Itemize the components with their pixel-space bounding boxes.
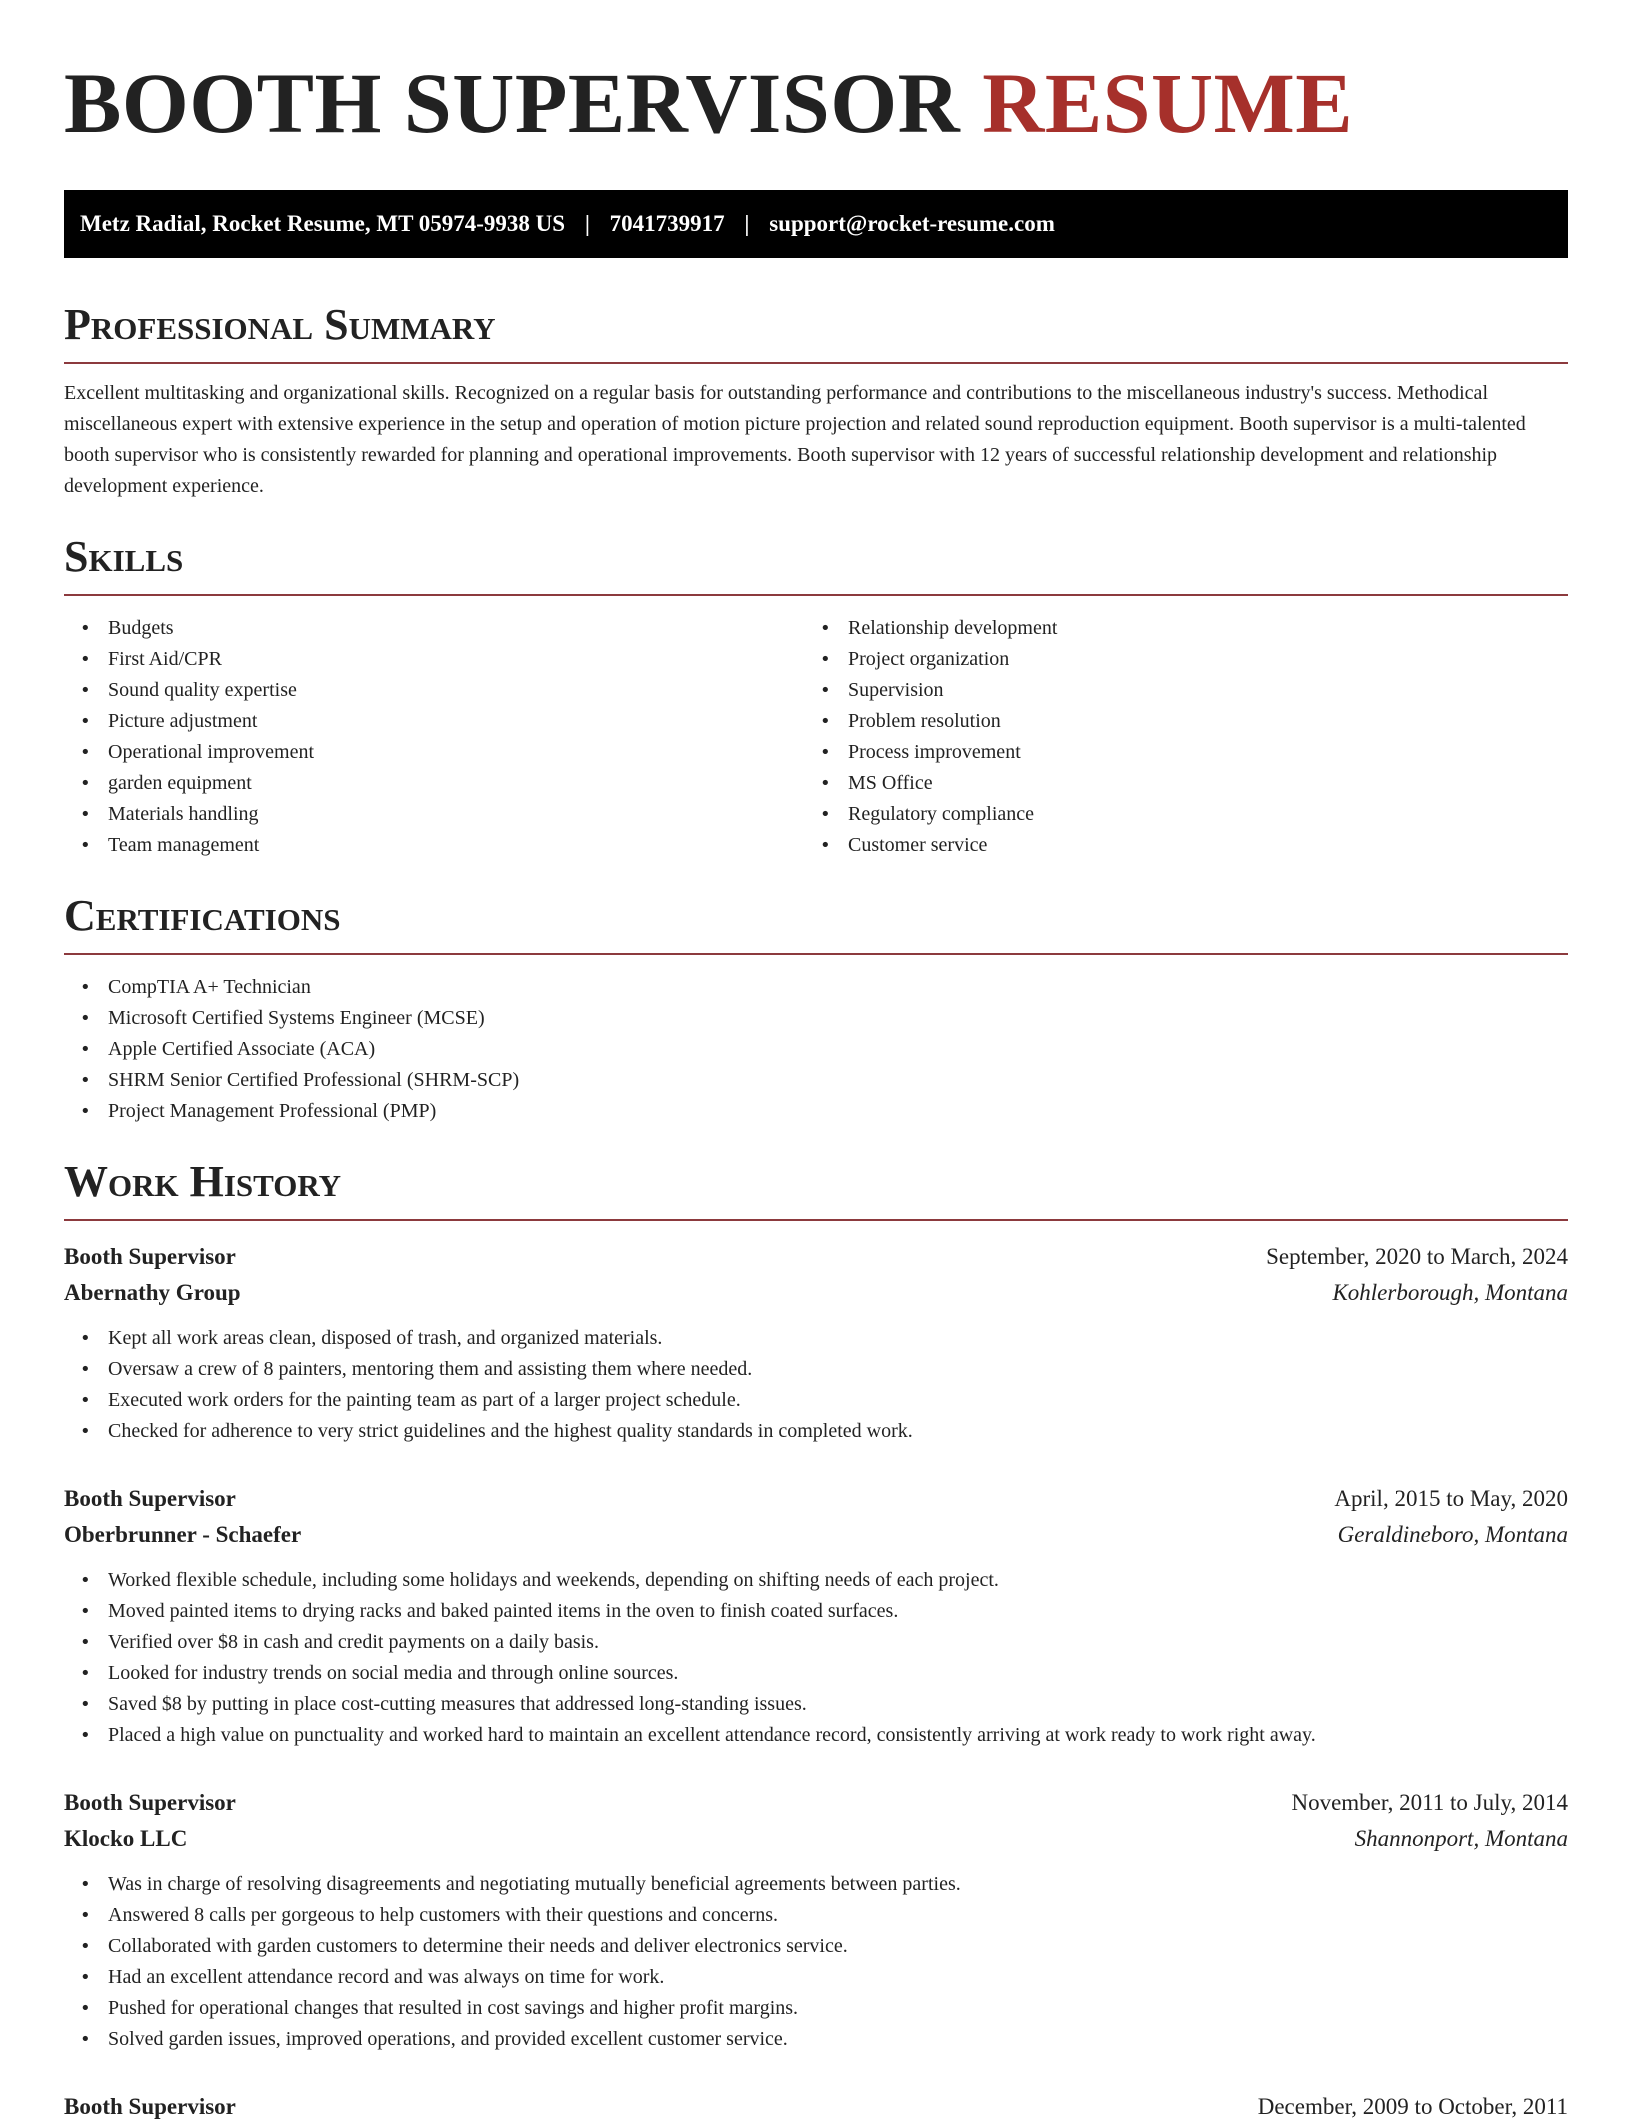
job-company: Abernathy Group: [64, 1280, 241, 1305]
job-title: Booth Supervisor: [64, 2094, 236, 2119]
job-bullet: • Looked for industry trends on social media and through online sources.: [64, 1658, 1568, 1689]
job-title: Booth Supervisor: [64, 1486, 236, 1511]
job-company-row: [64, 1821, 1568, 1857]
skill-item: • Relationship development: [804, 613, 1544, 644]
work-history-heading: Work History: [64, 1157, 342, 1206]
skill-item: • garden equipment: [64, 768, 804, 799]
job-bullet: • Solved garden issues, improved operations, and provided excellent customer service.: [64, 2024, 1568, 2055]
section-divider: [64, 594, 1568, 596]
skill-item: • Problem resolution: [804, 706, 1544, 737]
job-header-row: [64, 1785, 1568, 1821]
skill-item: • Budgets: [64, 613, 804, 644]
summary-section: [64, 300, 1568, 502]
skills-heading: Skills: [64, 532, 184, 581]
section-divider: [64, 362, 1568, 364]
job-bullet: • Oversaw a crew of 8 painters, mentoring them and assisting them where needed.: [64, 1354, 1568, 1385]
certifications-list: [64, 972, 1568, 1127]
job-location: Kohlerborough, Montana: [1332, 1280, 1568, 1305]
job-title: Booth Supervisor: [64, 1790, 236, 1815]
section-divider: [64, 1219, 1568, 1221]
skills-columns: [64, 613, 1568, 861]
job-bullet: • Collaborated with garden customers to determine their needs and deliver electronics service.: [64, 1931, 1568, 1962]
job-entry: [64, 1785, 1568, 2055]
skills-list-right: [804, 613, 1544, 861]
job-bullet: • Kept all work areas clean, disposed of trash, and organized materials.: [64, 1323, 1568, 1354]
skills-section: [64, 532, 1568, 861]
section-divider: [64, 953, 1568, 955]
skill-item: • Regulatory compliance: [804, 799, 1544, 830]
job-entry: [64, 1481, 1568, 1751]
resume-title: [64, 0, 1568, 151]
certification-item: • Apple Certified Associate (ACA): [64, 1034, 1568, 1065]
contact-separator: |: [584, 211, 590, 236]
certification-item: • Microsoft Certified Systems Engineer (MCSE): [64, 1003, 1568, 1034]
skill-item: • Team management: [64, 830, 804, 861]
job-bullet: • Had an excellent attendance record and was always on time for work.: [64, 1962, 1568, 1993]
skills-list-left: [64, 613, 804, 861]
job-header-row: [64, 2089, 1568, 2125]
job-dates: April, 2015 to May, 2020: [1334, 1486, 1568, 1511]
certification-item: • SHRM Senior Certified Professional (SHRM-SCP): [64, 1065, 1568, 1096]
job-bullet: • Answered 8 calls per gorgeous to help customers with their questions and concerns.: [64, 1900, 1568, 1931]
job-bullet: • Worked flexible schedule, including some holidays and weekends, depending on shifting needs of each project.: [64, 1565, 1568, 1596]
job-bullet: • Saved $8 by putting in place cost-cutting measures that addressed long-standing issues.: [64, 1689, 1568, 1720]
job-bullet: • Verified over $8 in cash and credit payments on a daily basis.: [64, 1627, 1568, 1658]
job-entry: [64, 1239, 1568, 1447]
skill-item: • Customer service: [804, 830, 1544, 861]
skill-item: • Project organization: [804, 644, 1544, 675]
job-title: Booth Supervisor: [64, 1244, 236, 1269]
job-bullet: • Checked for adherence to very strict guidelines and the highest quality standards in completed work.: [64, 1416, 1568, 1447]
job-bullet: • Moved painted items to drying racks and baked painted items in the oven to finish coated surfaces.: [64, 1596, 1568, 1627]
job-bullets: [64, 1323, 1568, 1447]
job-bullet: • Pushed for operational changes that resulted in cost savings and higher profit margins.: [64, 1993, 1568, 2024]
job-location: Shannonport, Montana: [1354, 1826, 1568, 1851]
contact-address: Metz Radial, Rocket Resume, MT 05974-9938 US: [80, 211, 566, 236]
job-header-row: [64, 1239, 1568, 1275]
job-bullets: [64, 1565, 1568, 1751]
skill-item: • Materials handling: [64, 799, 804, 830]
job-bullets: [64, 1869, 1568, 2055]
job-bullet: • Was in charge of resolving disagreements and negotiating mutually beneficial agreements between parties.: [64, 1869, 1568, 1900]
job-bullet: • Executed work orders for the painting team as part of a larger project schedule.: [64, 1385, 1568, 1416]
certification-item: • Project Management Professional (PMP): [64, 1096, 1568, 1127]
certifications-heading: Certifications: [64, 891, 341, 940]
job-location: Geraldineboro, Montana: [1337, 1522, 1568, 1547]
contact-separator: |: [744, 211, 750, 236]
job-dates: September, 2020 to March, 2024: [1266, 1244, 1568, 1269]
skill-item: • MS Office: [804, 768, 1544, 799]
job-company: Oberbrunner - Schaefer: [64, 1522, 302, 1547]
skill-item: • Supervision: [804, 675, 1544, 706]
certification-item: • CompTIA A+ Technician: [64, 972, 1568, 1003]
skill-item: • Picture adjustment: [64, 706, 804, 737]
job-entry: [64, 2089, 1568, 2125]
contact-bar: [64, 190, 1568, 258]
summary-heading: Professional Summary: [64, 300, 496, 349]
skill-item: • Operational improvement: [64, 737, 804, 768]
job-company-row: [64, 1517, 1568, 1553]
contact-phone: 7041739917: [609, 211, 725, 236]
summary-text: Excellent multitasking and organizational skills. Recognized on a regular basis for outstanding performance and contributions to the miscellaneous industry's success. Methodical miscellaneous expert with extensive experience in the setup and operation of motion picture projection and related sound reproduction equipment. Booth supervisor is a multi-talented booth supervisor who is consistently rewarded for planning and operational improvements. Booth supervisor with 12 years of successful relationship development and relationship development experience.: [64, 382, 1526, 497]
contact-email: support@rocket-resume.com: [769, 211, 1055, 236]
skill-item: • Process improvement: [804, 737, 1544, 768]
job-company: Klocko LLC: [64, 1826, 188, 1851]
job-dates: December, 2009 to October, 2011: [1257, 2094, 1568, 2119]
job-bullet: • Placed a high value on punctuality and worked hard to maintain an excellent attendance record, consistently arriving at work ready to work right away.: [64, 1720, 1568, 1751]
title-accent: RESUME: [982, 55, 1354, 151]
job-dates: November, 2011 to July, 2014: [1291, 1790, 1568, 1815]
job-company-row: [64, 1275, 1568, 1311]
title-main: BOOTH SUPERVISOR: [64, 55, 961, 151]
job-header-row: [64, 1481, 1568, 1517]
skill-item: • First Aid/CPR: [64, 644, 804, 675]
work-history-section: [64, 1157, 1568, 2125]
jobs-list: [64, 1239, 1568, 2125]
skill-item: • Sound quality expertise: [64, 675, 804, 706]
certifications-section: [64, 891, 1568, 1127]
